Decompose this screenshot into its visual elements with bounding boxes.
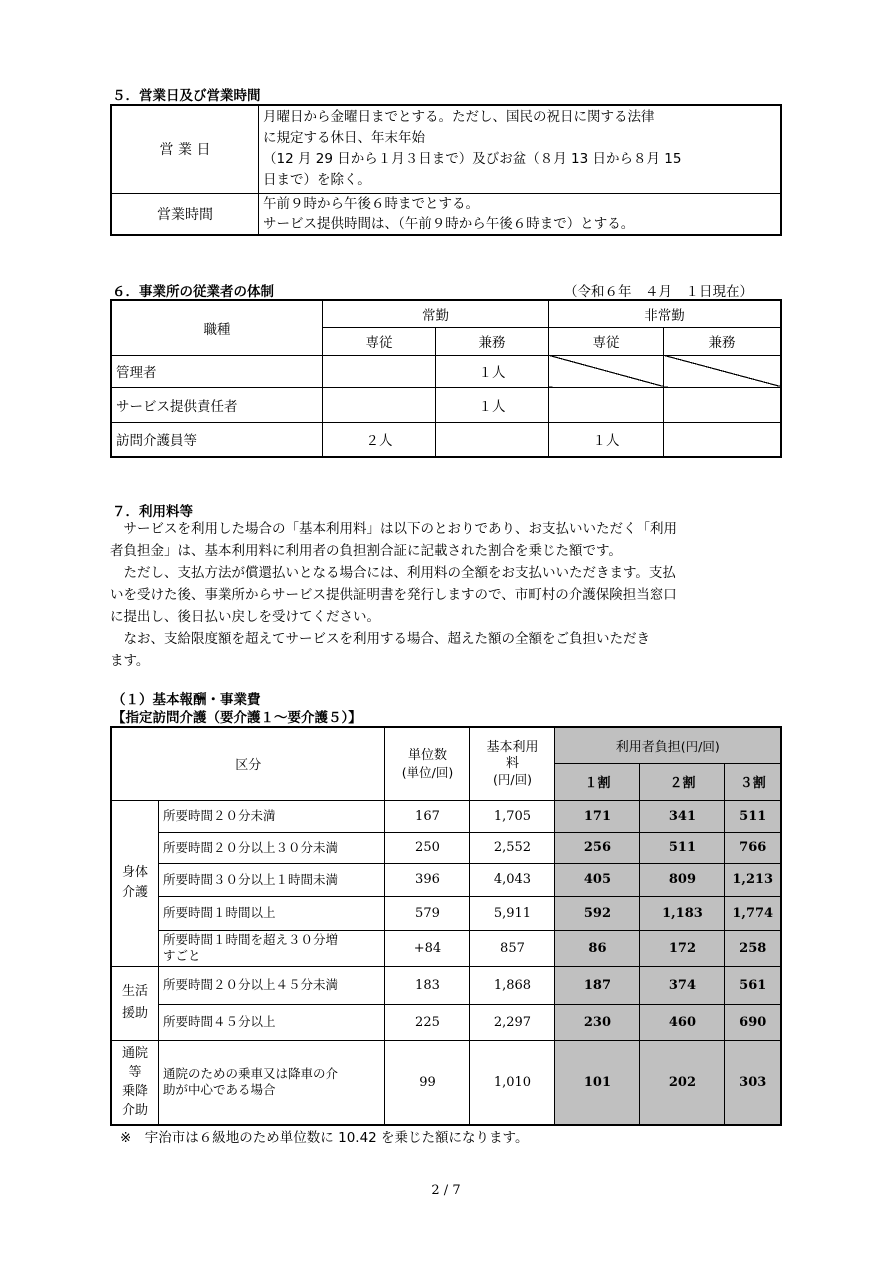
business-hours-label: 営業時間: [111, 193, 259, 235]
col-full-concurrent: 兼務: [436, 327, 549, 355]
col-user-burden: 利用者負担(円/回): [555, 727, 781, 763]
business-days-label: 営 業 日: [111, 105, 259, 193]
fee-table: [110, 726, 782, 1126]
table-row: 所要時間３０分以上１時間未満 396 4,043 405 809 1,213: [111, 863, 781, 896]
col-rate-30: ３割: [725, 763, 781, 800]
fee-note: ※ 宇治市は６級地のため単位数に 10.42 を乗じた額になります。: [120, 1130, 529, 1146]
col-full-dedicated: 専従: [323, 327, 436, 355]
business-days-text: 月曜日から金曜日までとする。ただし、国民の祝日に関する法律 に規定する休日、年末年始 （12 月 29 日から１月３日まで）及びお盆（８月 13 日から８月 15 日まで）を除く。: [259, 105, 782, 193]
col-units: 単位数 (単位/回): [385, 727, 470, 800]
section6-heading: ６．事業所の従業者の体制: [112, 284, 274, 300]
table-row: 所要時間１時間を超え３０分増 すごと +84 857 86 172 258: [111, 930, 781, 966]
table-row: サービス提供責任者 １人: [111, 387, 781, 422]
table-row: 所要時間１時間以上 579 5,911 592 1,183 1,774: [111, 896, 781, 930]
fees-table-title: 【指定訪問介護（要介護１～要介護５）】: [112, 710, 362, 726]
page-number: 2 / 7: [431, 1183, 461, 1198]
section7-heading: ７．利用料等: [112, 504, 193, 520]
role-cell: サービス提供責任者: [111, 387, 323, 422]
section5-heading: ５．営業日及び営業時間: [112, 88, 261, 104]
table-row: 生活 援助 所要時間２０分以上４５分未満 183 1,868 187 374 561: [111, 966, 781, 1004]
staff-as-of-date: （令和６年 ４月 １日現在）: [564, 284, 753, 300]
col-category: 区分: [111, 727, 385, 800]
group-physical-care: 身体 介護: [111, 800, 159, 966]
fees-explanation: サービスを利用した場合の「基本利用料」は以下のとおりであり、お支払いいただく「利用 者負担金」は、基本利用料に利用者の負担割合証に記載された割合を乗じた額です。 ただし、支払方法が償還払いとなる場合には、利用料の全額をお支払いいただきます。支払 いを受けた後、事業所からサービス提供証明書を発行しますので、市町村の介護保険担当窓口 に提出し、後日払い戻しを受けてください。 なお、支給限度額を超えてサービスを利用する場合、超えた額の全額をご負担いただき ます。: [110, 521, 677, 669]
table-row: 管理者 １人: [111, 355, 781, 387]
diagonal-slash-cell: [549, 355, 664, 387]
role-cell: 訪問介護員等: [111, 422, 323, 457]
table-row: 所要時間２０分以上３０分未満 250 2,552 256 511 766: [111, 832, 781, 863]
table-row: 通院 等 乗降 介助 通院のための乗車又は降車の介 助が中心である場合 99 1,010 101 202 303: [111, 1040, 781, 1125]
col-job-type: 職種: [111, 300, 323, 355]
role-cell: 管理者: [111, 355, 323, 387]
group-daily-living: 生活 援助: [111, 966, 159, 1040]
col-rate-10: １割: [555, 763, 640, 800]
table-row: 身体 介護 所要時間２０分未満 167 1,705 171 341 511: [111, 800, 781, 832]
fees-sub-heading: （１）基本報酬・事業費: [112, 692, 261, 708]
table-row: 訪問介護員等 ２人 １人: [111, 422, 781, 457]
business-hours-text: 午前９時から午後６時までとする。 サービス提供時間は、（午前９時から午後６時まで）とする。: [259, 193, 782, 235]
col-part-dedicated: 専従: [549, 327, 664, 355]
group-hospital-transfer: 通院 等 乗降 介助: [111, 1040, 159, 1125]
col-part-concurrent: 兼務: [664, 327, 782, 355]
table-row: 所要時間４５分以上 225 2,297 230 460 690: [111, 1004, 781, 1040]
business-hours-table: [110, 104, 782, 236]
col-rate-20: ２割: [640, 763, 725, 800]
col-full-time: 常勤: [323, 300, 549, 327]
col-part-time: 非常勤: [549, 300, 782, 327]
staff-table: [110, 299, 782, 458]
col-base-fee: 基本利用 料 (円/回): [470, 727, 555, 800]
diagonal-slash-cell: [664, 355, 782, 387]
